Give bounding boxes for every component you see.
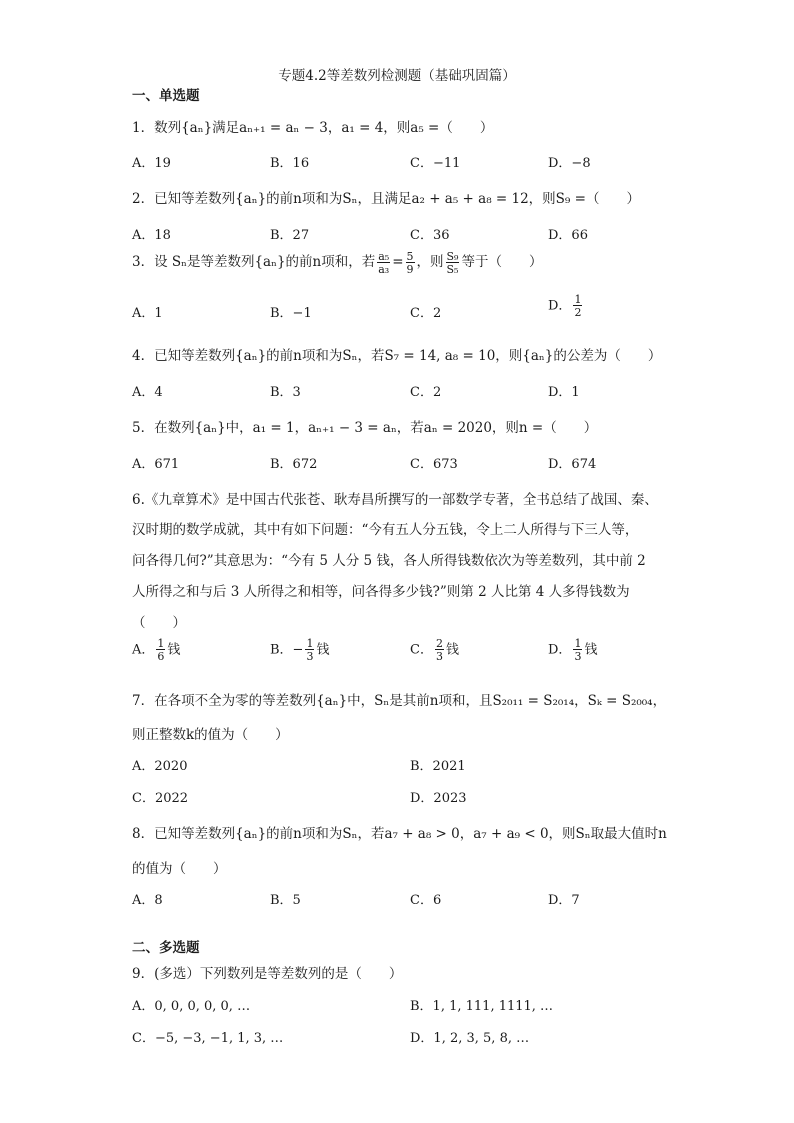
- q7-option-a: A．2020: [132, 759, 188, 774]
- q9-option-a: A．0, 0, 0, 0, 0, …: [132, 999, 251, 1014]
- q5-option-b: B．672: [270, 457, 318, 472]
- q3-text-post: 等于（ ）: [461, 254, 543, 270]
- q5-option-a: A．671: [132, 457, 180, 472]
- section-single-choice: 一、单选题: [132, 88, 200, 104]
- q2-option-d: D．66: [548, 228, 588, 243]
- q1-option-d: D．−8: [548, 156, 591, 171]
- q4-option-d: D．1: [548, 385, 580, 400]
- q1-option-c: C．−11: [410, 156, 461, 171]
- q7-option-c: C．2022: [132, 791, 189, 806]
- q8-option-b: B．5: [270, 893, 301, 908]
- q6-option-c: C． $\frac{2}{3}$ 钱: [410, 637, 459, 663]
- question-1: 1．数列{aₙ}满足aₙ₊₁ = aₙ − 3，a₁ = 4，则a₅ =（ ）: [132, 120, 494, 136]
- q6-option-b: B．− $\frac{1}{3}$ 钱: [270, 637, 330, 663]
- q3-fraction-1: $\frac{\text{a₅}}{\text{a₃}}$: [378, 249, 390, 276]
- q4-option-c: C．2: [410, 385, 442, 400]
- q8-option-d: D．7: [548, 893, 580, 908]
- question-6-line-1: 6.《九章算术》是中国古代张苍、耿寿昌所撰写的一部数学专著，全书总结了战国、秦、: [132, 492, 658, 508]
- question-6-line-3: 问各得几何?”其意思为：“今有 5 人分 5 钱，各人所得钱数依次为等差数列，其中前 2: [132, 553, 646, 569]
- question-6-line-4: 人所得之和与后 3 人所得之和相等，问各得多少钱?”则第 2 人比第 4 人多得钱数为: [132, 584, 630, 600]
- question-3: 3．设 Sₙ是等差数列{aₙ}的前n项和，若 $\frac{\text{a₅}}{\text{a₃}}$ = $\frac{5}{9}$ ，则 $\frac{\text{S₉}}{\text{S₅}}$ 等于（ ）: [132, 249, 543, 276]
- page-title: 专题4.2等差数列检测题（基础巩固篇）: [278, 68, 516, 84]
- q9-option-b: B．1, 1, 111, 1111, …: [410, 999, 554, 1014]
- q4-option-a: A．4: [132, 385, 163, 400]
- q7-option-b: B．2021: [410, 759, 466, 774]
- question-9: 9．(多选）下列数列是等差数列的是（ ）: [132, 966, 403, 982]
- q3-text-pre: 3．设 Sₙ是等差数列{aₙ}的前n项和，若: [132, 254, 376, 270]
- question-7-line-1: 7．在各项不全为零的等差数列{aₙ}中，Sₙ是其前n项和，且S₂₀₁₁ = S₂₀₁₄，Sₖ = S₂₀₀₄，: [132, 693, 667, 709]
- q9-option-c: C．−5, −3, −1, 1, 3, …: [132, 1031, 284, 1046]
- q4-option-b: B．3: [270, 385, 301, 400]
- question-4: 4．已知等差数列{aₙ}的前n项和为Sₙ，若S₇ = 14, a₈ = 10，则{aₙ}的公差为（ ）: [132, 348, 662, 364]
- q7-option-d: D．2023: [410, 791, 467, 806]
- question-6-line-5: （ ）: [132, 615, 186, 631]
- q8-option-c: C．6: [410, 893, 442, 908]
- q9-option-d: D．1, 2, 3, 5, 8, …: [410, 1031, 530, 1046]
- section-multi-choice: 二、多选题: [132, 940, 200, 956]
- q3-option-a: A．1: [132, 306, 163, 321]
- q5-option-c: C．673: [410, 457, 458, 472]
- q6-option-d: D． $\frac{1}{3}$ 钱: [548, 637, 598, 663]
- question-5: 5．在数列{aₙ}中，a₁ = 1，aₙ₊₁ − 3 = aₙ，若aₙ = 2020，则n =（ ）: [132, 420, 598, 436]
- q1-option-b: B．16: [270, 156, 310, 171]
- q3-option-b: B．−1: [270, 306, 312, 321]
- question-8-line-2: 的值为（ ）: [132, 861, 227, 877]
- question-8-line-1: 8．已知等差数列{aₙ}的前n项和为Sₙ，若a₇ + a₈ > 0，a₇ + a₉ < 0，则Sₙ取最大值时n: [132, 826, 667, 842]
- q6-option-a: A． $\frac{1}{6}$ 钱: [132, 637, 181, 663]
- question-7-line-2: 则正整数k的值为（ ）: [132, 727, 289, 743]
- q3-fraction-2: $\frac{5}{9}$: [406, 249, 414, 276]
- q2-option-a: A．18: [132, 228, 171, 243]
- q8-option-a: A．8: [132, 893, 163, 908]
- q2-option-b: B．27: [270, 228, 310, 243]
- q3-option-d: D． $\frac{1}{2}$: [548, 293, 582, 319]
- q1-option-a: A．19: [132, 156, 171, 171]
- question-2: 2．已知等差数列{aₙ}的前n项和为Sₙ，且满足a₂ + a₅ + a₈ = 12，则S₉ =（ ）: [132, 191, 640, 207]
- q5-option-d: D．674: [548, 457, 597, 472]
- q3-fraction-3: $\frac{\text{S₉}}{\text{S₅}}$: [446, 249, 459, 276]
- question-6-line-2: 汉时期的数学成就，其中有如下问题：“今有五人分五钱，令上二人所得与下三人等，: [132, 522, 639, 538]
- q2-option-c: C．36: [410, 228, 450, 243]
- q3-option-c: C．2: [410, 306, 442, 321]
